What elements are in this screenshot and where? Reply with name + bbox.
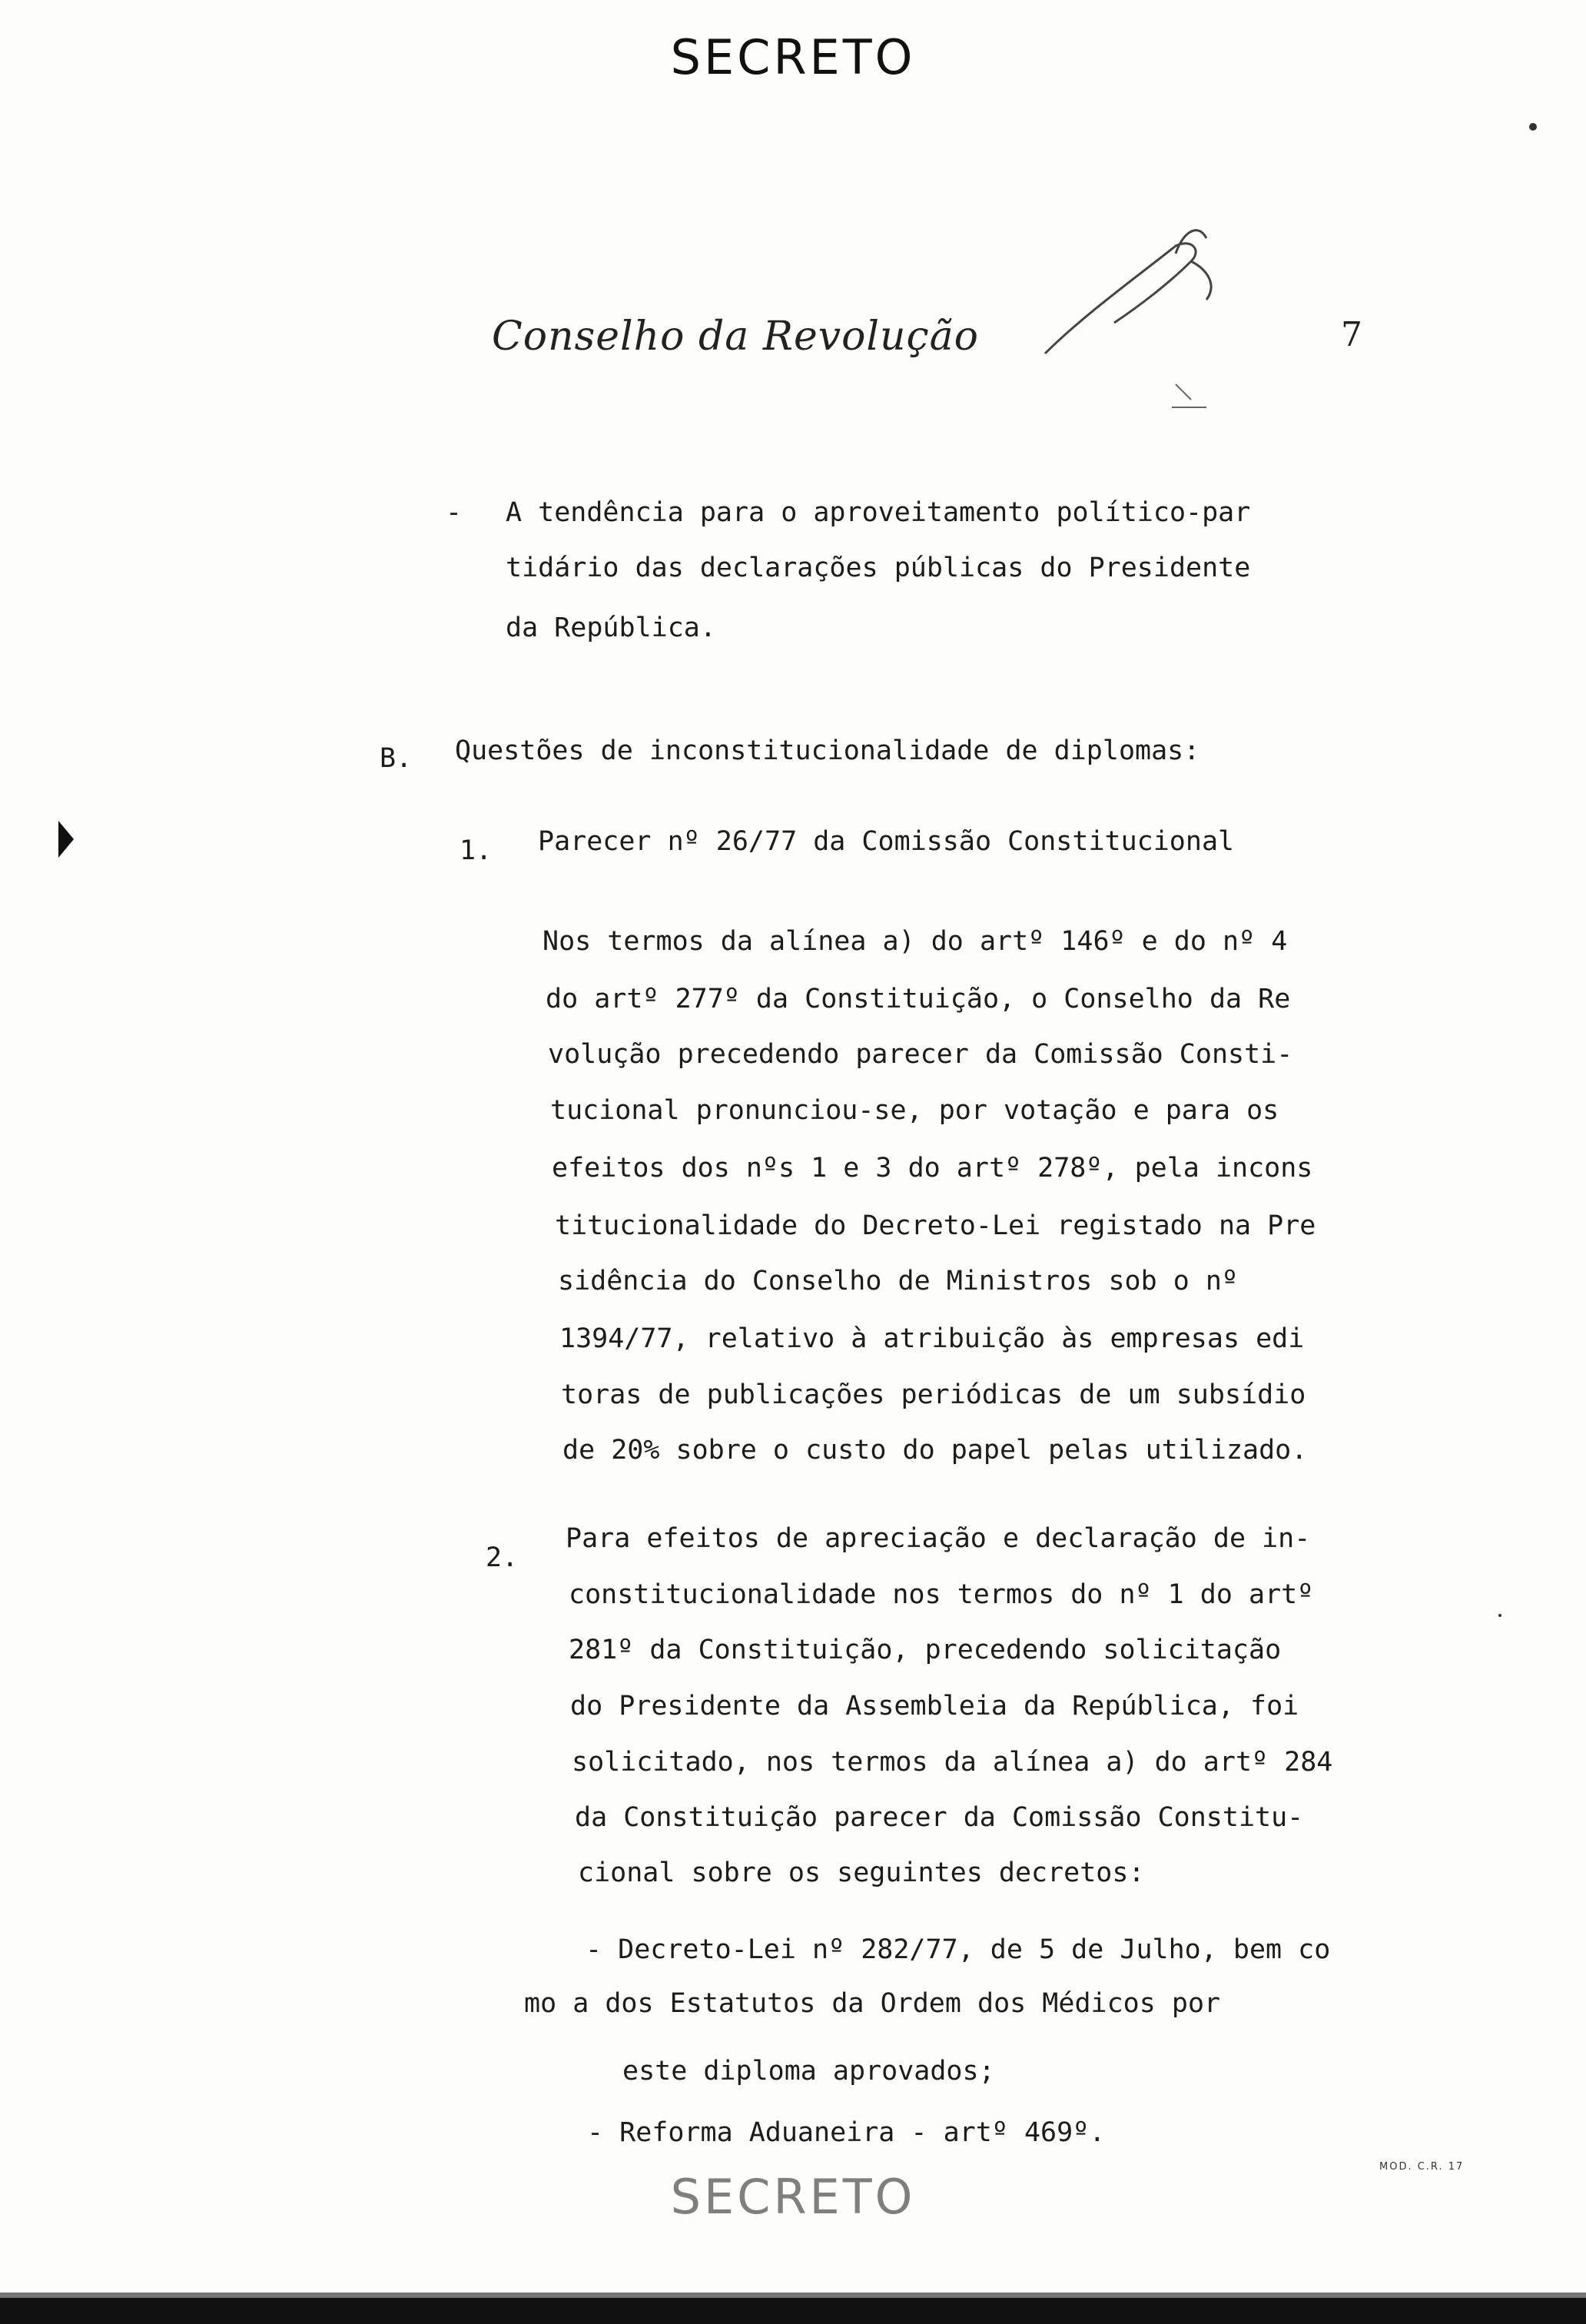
intro-line-1: A tendência para o aproveitamento político-par	[506, 497, 1251, 528]
item-1-heading: Parecer nº 26/77 da Comissão Constitucional	[538, 826, 1235, 857]
item-2-line-1: Para efeitos de apreciação e declaração de in-	[566, 1523, 1311, 1554]
item-1-line-9: toras de publicações periódicas de um subsídio	[561, 1379, 1306, 1410]
item-1-line-7: sidência do Conselho de Ministros sob o nº	[558, 1266, 1239, 1296]
item-1-line-6: titucionalidade do Decreto-Lei registado na Pre	[555, 1210, 1316, 1241]
scan-bottom-edge	[0, 2298, 1586, 2324]
item-2-line-5: solicitado, nos termos da alínea a) do artº 284	[572, 1747, 1333, 1778]
item-1-line-1: Nos termos da alínea a) do artº 146º e do nº 4	[542, 926, 1288, 957]
letterhead: Conselho da Revolução	[492, 314, 979, 360]
intro-line-3: da República.	[506, 613, 716, 643]
item-2-line-3: 281º da Constituição, precedendo solicitação	[569, 1635, 1282, 1665]
decree-1-line-3: este diploma aprovados;	[622, 2056, 995, 2087]
intro-bullet: -	[446, 497, 463, 528]
item-1-line-8: 1394/77, relativo à atribuição às empresas edi	[559, 1323, 1305, 1354]
item-1-line-2: do artº 277º da Constituição, o Conselho da Re	[546, 984, 1291, 1014]
scan-speck	[1498, 1614, 1501, 1617]
item-1-line-10: de 20% sobre o custo do papel pelas utilizado.	[562, 1435, 1308, 1466]
item-1-line-5: efeitos dos nºs 1 e 3 do artº 278º, pela incons	[552, 1153, 1313, 1184]
item-2-line-4: do Presidente da Assembleia da República, foi	[570, 1691, 1299, 1721]
scan-edge-shadow	[0, 2292, 1586, 2298]
item-2-line-6: da Constituição parecer da Comissão Constitu-	[575, 1802, 1304, 1833]
section-b-title: Questões de inconstitucionalidade de diplomas:	[455, 735, 1200, 766]
handwritten-initials	[1014, 215, 1260, 446]
decree-1-line-2: mo a dos Estatutos da Ordem dos Médicos por	[524, 1988, 1221, 2019]
item-1-line-3: volução precedendo parecer da Comissão Consti-	[548, 1039, 1293, 1070]
decree-2-line-1: - Reforma Aduaneira - artº 469º.	[587, 2117, 1106, 2148]
item-1-line-4: tucional pronunciou-se, por votação e para os	[550, 1095, 1279, 1126]
classification-stamp-bottom: SECRETO	[670, 2169, 916, 2225]
item-1-number: 1.	[460, 835, 493, 866]
item-2-number: 2.	[486, 1542, 519, 1573]
form-code: MOD. C.R. 17	[1379, 2161, 1465, 2173]
intro-line-2: tidário das declarações públicas do Presidente	[506, 553, 1251, 583]
item-2-line-7: cional sobre os seguintes decretos:	[578, 1858, 1145, 1888]
section-b-label: B.	[380, 743, 413, 774]
decree-1-line-1: - Decreto-Lei nº 282/77, de 5 de Julho, bem co	[586, 1934, 1331, 1965]
scan-speck	[1529, 123, 1537, 131]
page-number: 7	[1341, 315, 1362, 354]
item-2-line-2: constitucionalidade nos termos do nº 1 do artº	[569, 1579, 1314, 1610]
margin-mark	[58, 821, 74, 858]
classification-stamp-top: SECRETO	[670, 29, 916, 85]
